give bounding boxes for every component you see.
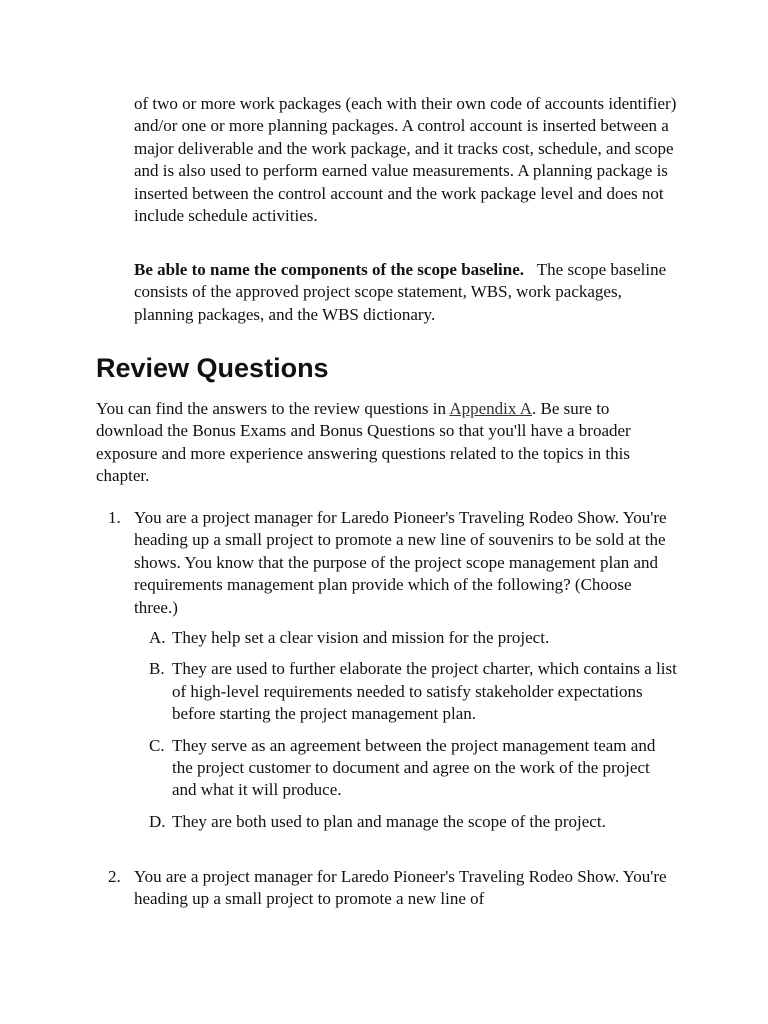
answer-option-d — [134, 811, 678, 833]
option-text: They help set a clear vision and mission for the project. — [172, 628, 550, 648]
option-letter: D. — [149, 811, 166, 831]
intro-text-after-link: . Be sure to download the Bonus Exams and Bonus Questions so that you'll have a broader exposure and more experience answering questions related to the topics in this chapter. — [96, 399, 631, 486]
answer-option-c — [134, 735, 678, 802]
answer-options — [134, 627, 678, 833]
option-text: They serve as an agreement between the project management team and the project customer to document and agree on the work of the project and what it will produce. — [172, 735, 656, 800]
review-intro-paragraph — [96, 398, 674, 488]
option-letter: A. — [149, 628, 166, 648]
answer-option-a — [134, 627, 678, 649]
continuation-paragraph: of two or more work packages (each with their own code of accounts identifier) and/or one or more planning packages. A control account is inserted between a major deliverable and the work package, and it tracks cost, schedule, and scope and is also used to perform earned value measurements. A planning package is inserted between the control account and the work package level and does not include schedule activities. — [134, 94, 677, 226]
scope-baseline-paragraph — [134, 259, 679, 326]
intro-text-before-link: You can find the answers to the review questions in — [96, 399, 447, 418]
scope-baseline-text: The scope baseline consists of the approved project scope statement, WBS, work packages, planning packages, and the WBS dictionary. — [134, 260, 667, 324]
option-letter: C. — [149, 735, 165, 755]
question-1 — [108, 507, 678, 842]
question-text: You are a project manager for Laredo Pioneer's Traveling Rodeo Show. You're heading up a small project to promote a new line of — [134, 867, 667, 909]
option-text: They are used to further elaborate the project charter, which contains a list of high-level requirements needed to satisfy stakeholder expectations before starting the project management plan. — [172, 659, 677, 724]
question-number: 1. — [108, 508, 121, 527]
answer-option-b — [134, 658, 678, 725]
section-heading: Review Questions — [96, 353, 329, 383]
question-number: 2. — [108, 867, 121, 886]
question-text: You are a project manager for Laredo Pioneer's Traveling Rodeo Show. You're heading up a small project to promote a new line of souvenirs to be sold at the shows. You know that the purpose of the project scope management plan and requirements management plan provide which of the following? (Choose three.) — [134, 508, 667, 617]
appendix-a-link[interactable]: Appendix A — [449, 399, 532, 418]
scope-baseline-bold-lead: Be able to name the components of the scope baseline. — [134, 260, 525, 279]
option-text: They are both used to plan and manage the scope of the project. — [172, 811, 606, 831]
option-letter: B. — [149, 659, 165, 679]
question-2 — [108, 866, 678, 911]
